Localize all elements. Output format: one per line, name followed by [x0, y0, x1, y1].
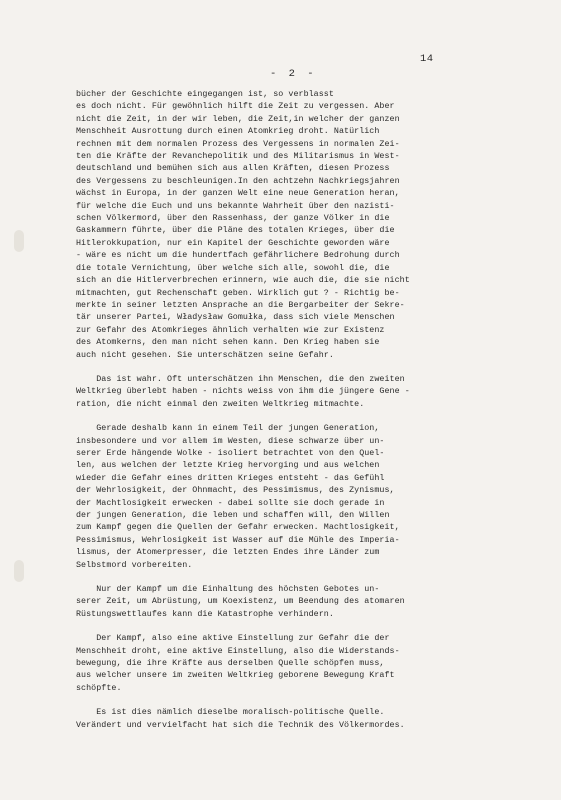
- text-line: serer Zeit, um Abrüstung, um Koexistenz, um Beendung des atomaren: [76, 596, 405, 607]
- text-line: ration, die nicht einmal den zweiten Weltkrieg mitmachte.: [76, 398, 365, 409]
- text-line: deutschland und bemühen sich aus allen Kräften, diesen Prozess: [76, 163, 390, 174]
- paragraph: [76, 422, 516, 571]
- paragraph: [76, 88, 516, 361]
- text-line: Gerade deshalb kann in einem Teil der jungen Generation,: [76, 423, 380, 434]
- text-line: Nur der Kampf um die Einhaltung des höchsten Gebotes un-: [76, 584, 380, 595]
- text-line: bewegung, die ihre Kräfte aus derselben Quelle schöpfen muss,: [76, 658, 385, 669]
- text-line: len, aus welchen der letzte Krieg hervorging und aus welchen: [76, 460, 380, 471]
- text-line: aus welcher unsere im zweiten Weltkrieg geborene Bewegung Kraft: [76, 670, 395, 681]
- text-line: ten die Kräfte der Revanchepolitik und des Militarismus in West-: [76, 151, 400, 162]
- text-line: wächst in Europa, in der ganzen Welt eine neue Generation heran,: [76, 188, 400, 199]
- text-line: wieder die Gefahr eines dritten Krieges entsteht - das Gefühl: [76, 472, 385, 483]
- text-line: Hitlerokkupation, nur ein Kapitel der Geschichte geworden wäre: [76, 237, 390, 248]
- text-line: Selbstmord vorbereiten.: [76, 559, 193, 570]
- text-line: Weltkrieg überlebt haben - nichts weiss von ihm die jüngere Gene -: [76, 386, 410, 397]
- page-marker: - 2 -: [270, 68, 317, 80]
- text-line: rechnen mit dem normalen Prozess des Vergessens in normalen Zei-: [76, 138, 400, 149]
- text-line: zur Gefahr des Atomkrieges ähnlich verhalten wie zur Existenz: [76, 324, 385, 335]
- text-line: Es ist dies nämlich dieselbe moralisch-politische Quelle.: [76, 707, 385, 718]
- paragraph: [76, 373, 516, 410]
- text-line: des Vergessens zu beschleunigen.In den achtzehn Nachkriegsjahren: [76, 175, 400, 186]
- text-line: schöpfte.: [76, 682, 122, 693]
- text-line: der Wehrlosigkeit, der Ohnmacht, des Pessimismus, des Zynismus,: [76, 485, 395, 496]
- text-line: serer Erde hängende Wolke - isoliert betrachtet von den Quel-: [76, 447, 385, 458]
- body-text: [76, 88, 516, 743]
- page-number: 14: [420, 53, 434, 65]
- text-line: Pessimismus, Wehrlosigkeit ist Wasser auf die Mühle des Imperia-: [76, 534, 400, 545]
- text-line: Rüstungswettlaufes kann die Katastrophe verhindern.: [76, 608, 334, 619]
- text-line: es doch nicht. Für gewöhnlich hilft die Zeit zu vergessen. Aber: [76, 101, 395, 112]
- text-line: Das ist wahr. Oft unterschätzen ihn Menschen, die den zweiten: [76, 373, 405, 384]
- text-line: sich an die Hitlerverbrechen erinnern, wie auch die, die sie nicht: [76, 275, 410, 286]
- punch-hole: [14, 560, 24, 582]
- punch-hole: [14, 230, 24, 252]
- text-line: insbesondere und vor allem im Westen, diese schwarze über un-: [76, 435, 385, 446]
- text-line: des Atomkerns, den man nicht sehen kann. Den Krieg haben sie: [76, 337, 380, 348]
- text-line: zum Kampf gegen die Quellen der Gefahr erwecken. Machtlosigkeit,: [76, 522, 400, 533]
- text-line: mitmachten, gut Rechenschaft geben. Wirklich gut ? - Richtig be-: [76, 287, 400, 298]
- text-line: Der Kampf, also eine aktive Einstellung zur Gefahr die der: [76, 633, 390, 644]
- text-line: auch nicht gesehen. Sie unterschätzen seine Gefahr.: [76, 349, 334, 360]
- text-line: - wäre es nicht um die hundertfach gefährlichere Bedrohung durch: [76, 250, 400, 261]
- text-line: nicht die Zeit, in der wir leben, die Zeit,in welcher der ganzen: [76, 113, 400, 124]
- text-line: Menschheit Ausrottung durch einen Atomkrieg droht. Natürlich: [76, 126, 380, 137]
- text-line: Menschheit droht, eine aktive Einstellung, also die Widerstands-: [76, 645, 400, 656]
- paragraph: [76, 632, 516, 694]
- text-line: bücher der Geschichte eingegangen ist, so verblasst: [76, 89, 334, 99]
- text-line: lismus, der Atomerpresser, die letzten Endes ihre Länder zum: [76, 547, 380, 558]
- text-line: Verändert und vervielfacht hat sich die Technik des Völkermordes.: [76, 719, 405, 730]
- text-line: merkte in seiner letzten Ansprache an die Bergarbeiter der Sekre-: [76, 299, 405, 310]
- text-line: der Machtlosigkeit erwecken - dabei sollte sie doch gerade in: [76, 497, 385, 508]
- text-line: die totale Vernichtung, über welche sich alle, sowohl die, die: [76, 262, 390, 273]
- paragraph: [76, 583, 516, 620]
- text-line: tär unserer Partei, Władysław Gomułka, dass sich viele Menschen: [76, 312, 395, 323]
- text-line: schen Völkermord, über den Rassenhass, der ganze Völker in die: [76, 213, 390, 224]
- text-line: Gaskammern führte, über die Pläne des totalen Krieges, über die: [76, 225, 395, 236]
- paragraph: [76, 706, 516, 731]
- text-line: für welche die Euch und uns bekannte Wahrheit über den nazisti-: [76, 200, 395, 211]
- text-line: der jungen Generation, die leben und schaffen will, den Willen: [76, 510, 390, 520]
